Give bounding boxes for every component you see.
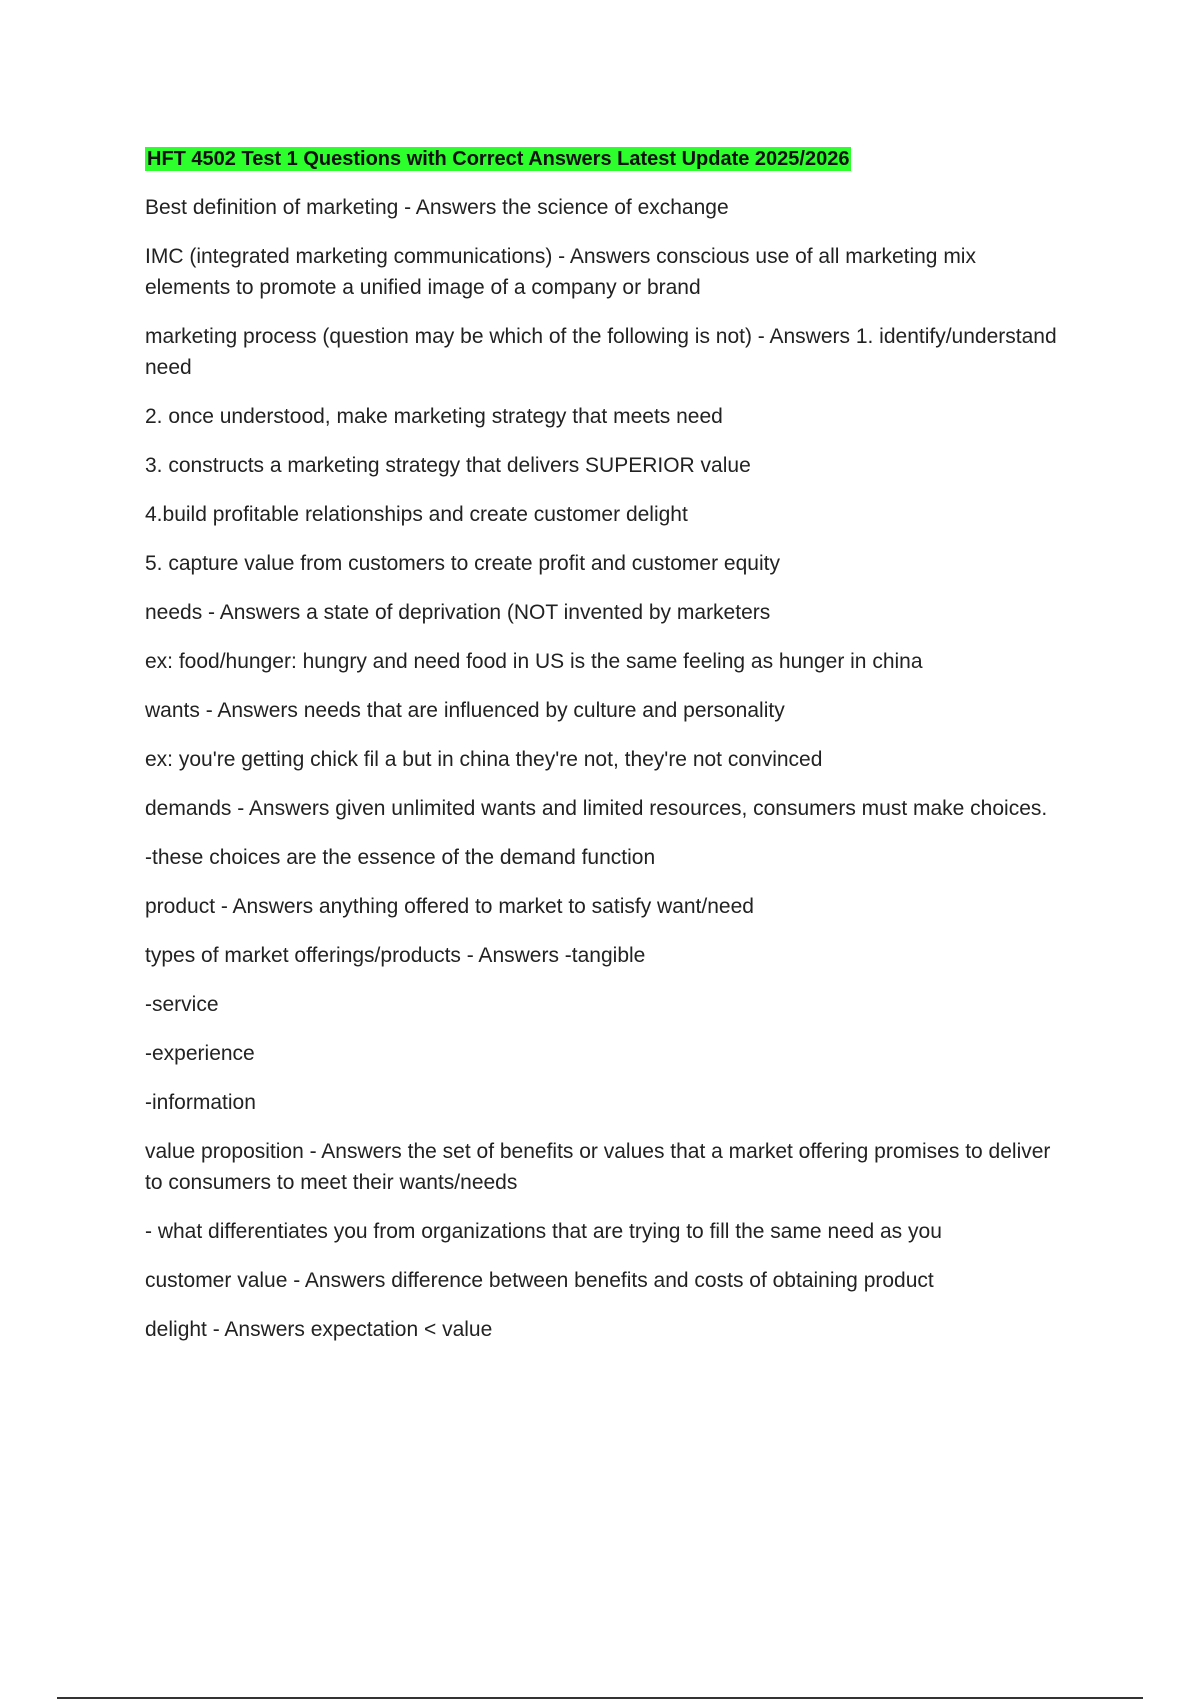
paragraph-differentiation: - what differentiates you from organizations that are trying to fill the same need as you <box>145 1220 942 1243</box>
paragraph-delight: delight - Answers expectation < value <box>145 1318 493 1341</box>
paragraph-step-2: 2. once understood, make marketing strategy that meets need <box>145 405 723 428</box>
paragraph-demands: demands - Answers given unlimited wants and limited resources, consumers must make choices. <box>145 797 1048 820</box>
paragraph-experience: -experience <box>145 1042 255 1065</box>
paragraph-service: -service <box>145 993 219 1016</box>
page-bottom-divider <box>57 1697 1143 1699</box>
paragraph-step-5: 5. capture value from customers to create profit and customer equity <box>145 552 780 575</box>
paragraph-needs-example: ex: food/hunger: hungry and need food in US is the same feeling as hunger in china <box>145 650 923 673</box>
paragraph-step-3: 3. constructs a marketing strategy that delivers SUPERIOR value <box>145 454 751 477</box>
paragraph-wants-example: ex: you're getting chick fil a but in china they're not, they're not convinced <box>145 748 823 771</box>
paragraph-market-offerings: types of market offerings/products - Answers -tangible <box>145 944 646 967</box>
paragraph-best-definition: Best definition of marketing - Answers the science of exchange <box>145 196 729 219</box>
paragraph-customer-value: customer value - Answers difference between benefits and costs of obtaining product <box>145 1269 934 1292</box>
paragraph-wants: wants - Answers needs that are influenced by culture and personality <box>145 699 785 722</box>
paragraph-information: -information <box>145 1091 256 1114</box>
paragraph-value-proposition: value proposition - Answers the set of benefits or values that a market offering promises to deliver to consumers to meet their wants/needs <box>145 1140 1051 1194</box>
paragraph-imc: IMC (integrated marketing communications) - Answers conscious use of all marketing mix elements to promote a unified image of a company or brand <box>145 245 976 299</box>
document-title: HFT 4502 Test 1 Questions with Correct Answers Latest Update 2025/2026 <box>147 148 850 170</box>
paragraph-demand-function: -these choices are the essence of the demand function <box>145 846 656 869</box>
document-body <box>145 144 1065 1363</box>
paragraph-marketing-process: marketing process (question may be which of the following is not) - Answers 1. identify/understand need <box>145 325 1057 379</box>
paragraph-product: product - Answers anything offered to market to satisfy want/need <box>145 895 754 918</box>
paragraph-needs: needs - Answers a state of deprivation (NOT invented by marketers <box>145 601 771 624</box>
document-title-line <box>145 144 1065 176</box>
paragraph-step-4: 4.build profitable relationships and create customer delight <box>145 503 688 526</box>
